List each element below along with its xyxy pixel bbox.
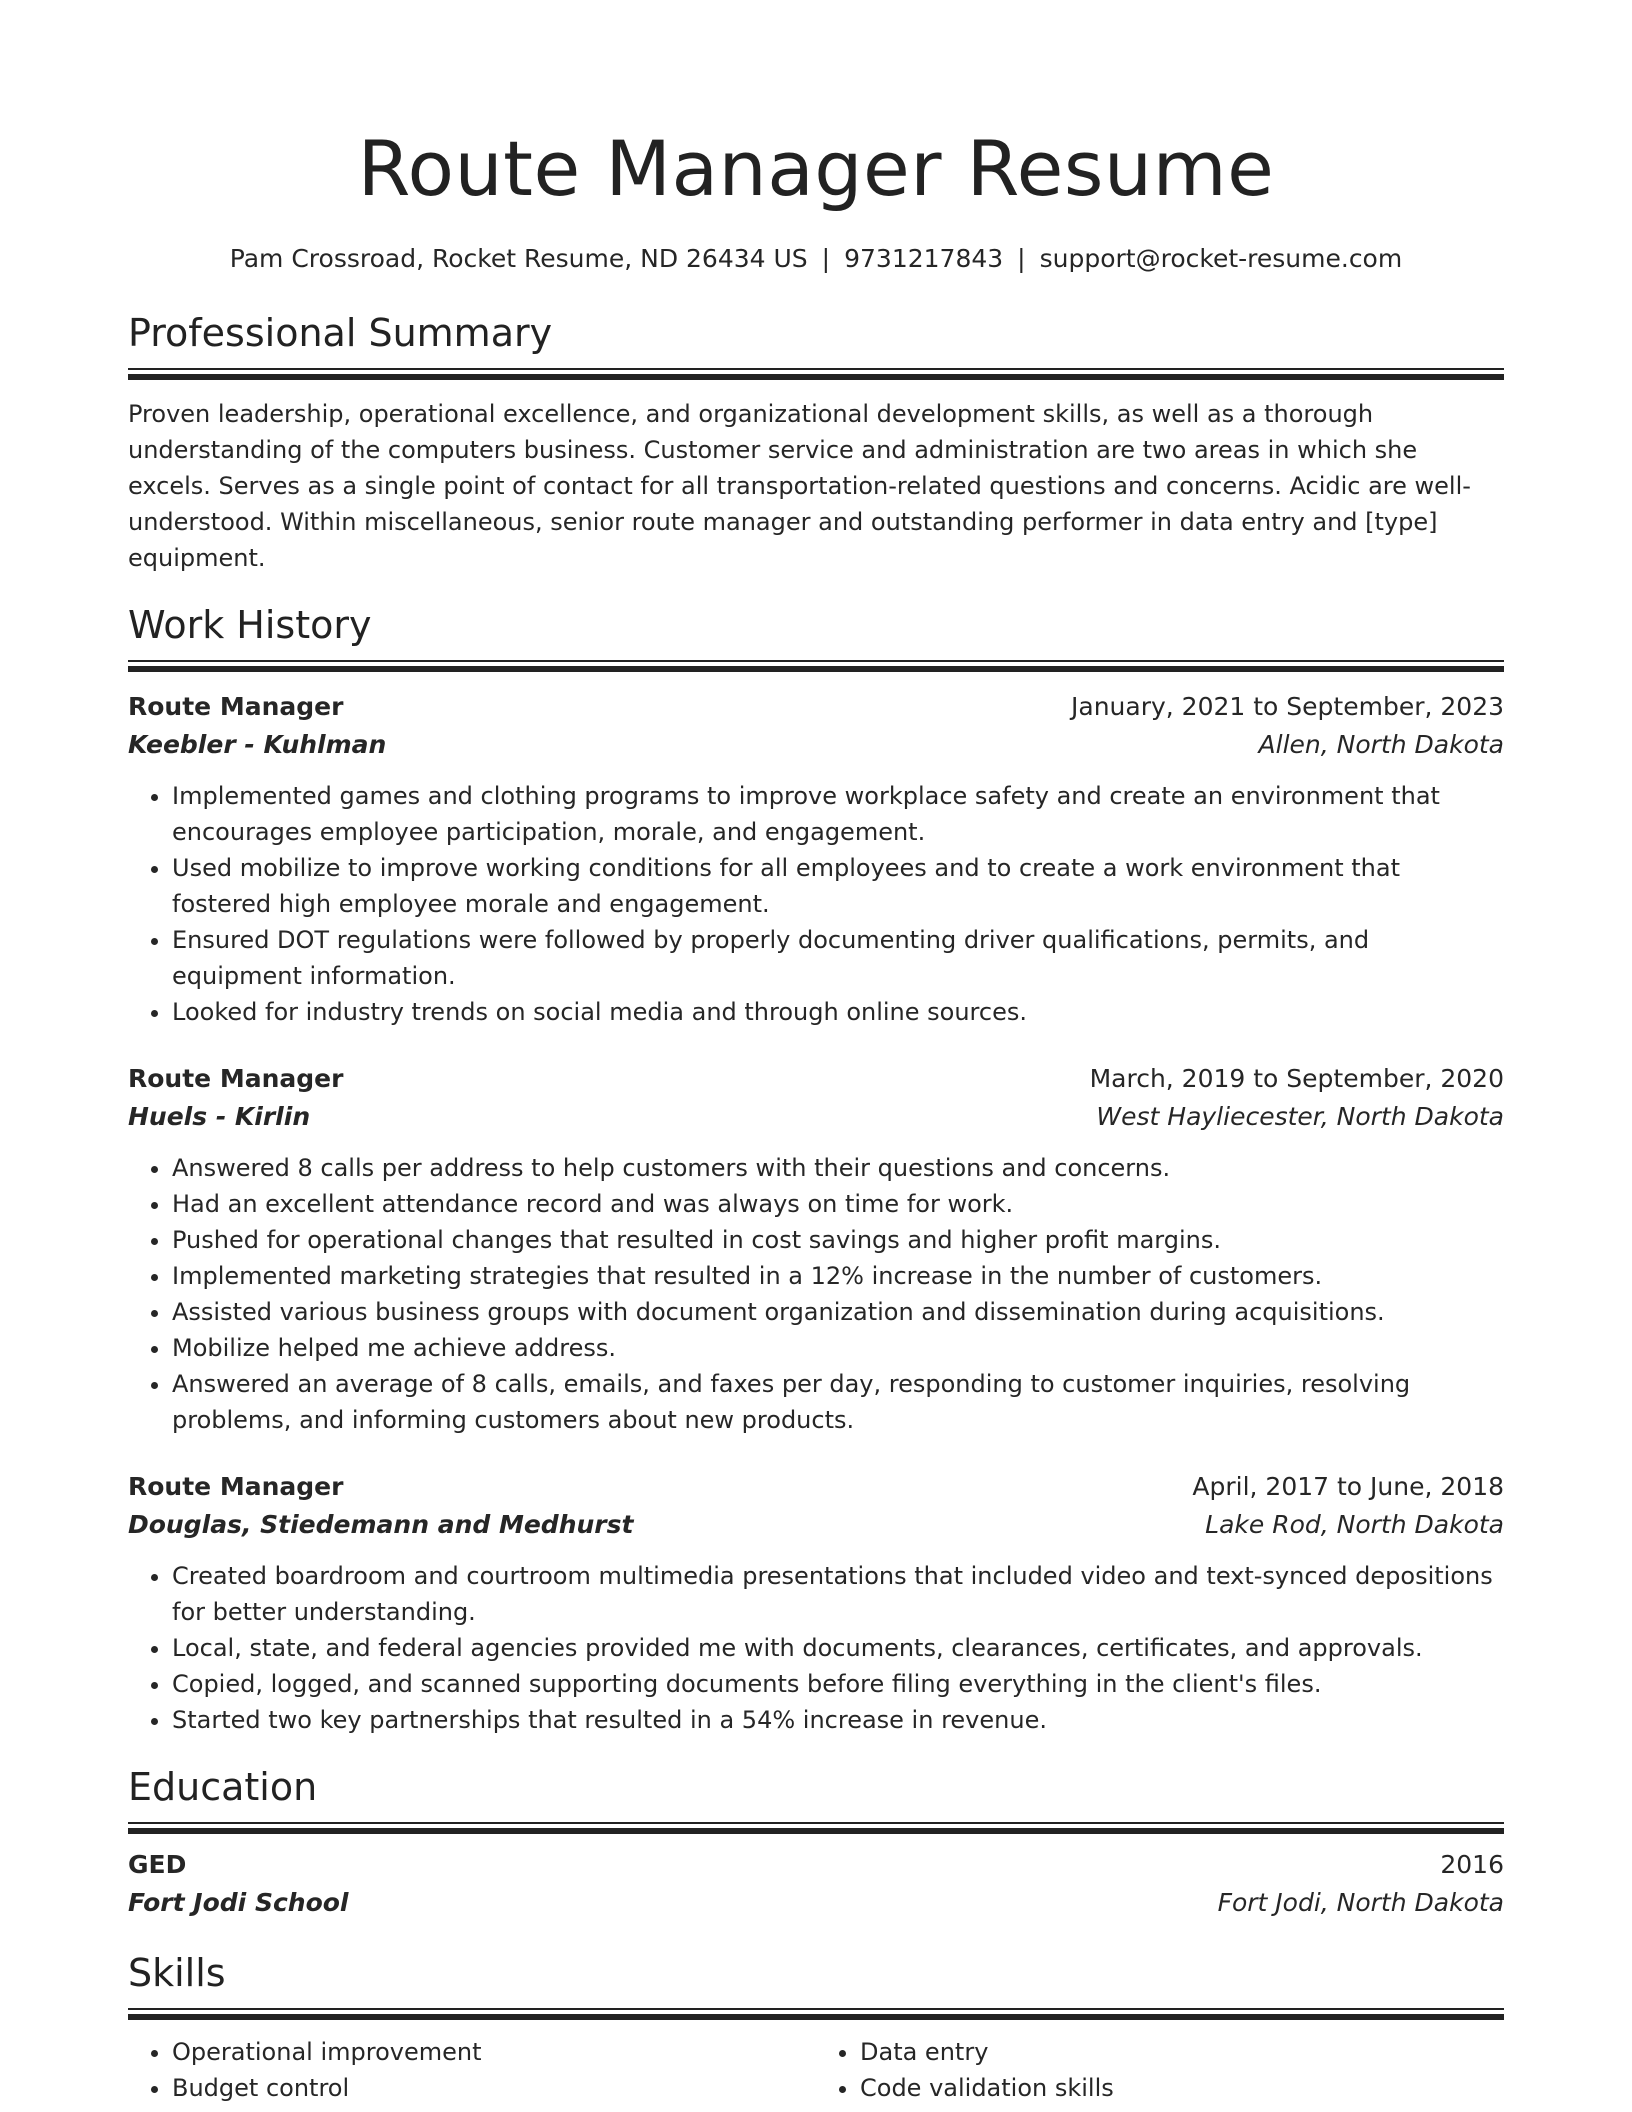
contact-address: Pam Crossroad, Rocket Resume, ND 26434 US bbox=[229, 244, 808, 273]
resume-page bbox=[128, 0, 1504, 2106]
work-history-section bbox=[128, 602, 1504, 1738]
job-title: Route Manager bbox=[128, 1472, 344, 1501]
contact-email: support@rocket-resume.com bbox=[1039, 244, 1403, 273]
list-item: • Started two key partnerships that resulted in a 54% increase in revenue. bbox=[172, 1702, 1504, 1738]
education-degree: GED bbox=[128, 1850, 187, 1879]
job-location: Lake Rod, North Dakota bbox=[1205, 1510, 1504, 1539]
section-divider bbox=[128, 660, 1504, 672]
job-dates: March, 2019 to September, 2020 bbox=[1089, 1064, 1504, 1093]
job-location: Allen, North Dakota bbox=[1258, 730, 1504, 759]
list-item: • Answered an average of 8 calls, emails, and faxes per day, responding to customer inquiries, resolving problems, and informing customers about new products. bbox=[172, 1366, 1504, 1438]
job-entry bbox=[128, 688, 1504, 1030]
list-item: • Code validation skills bbox=[860, 2070, 1504, 2106]
contact-separator: | bbox=[821, 244, 831, 273]
education-section bbox=[128, 1764, 1504, 1922]
summary-section bbox=[128, 310, 1504, 576]
job-dates: January, 2021 to September, 2023 bbox=[1071, 692, 1504, 721]
list-item: • Answered 8 calls per address to help customers with their questions and concerns. bbox=[172, 1150, 1504, 1186]
skills-column-right bbox=[816, 2034, 1504, 2106]
job-bullets bbox=[128, 1150, 1504, 1438]
contact-line bbox=[128, 242, 1504, 276]
list-item: • Budget control bbox=[172, 2070, 816, 2106]
summary-heading: Professional Summary bbox=[128, 311, 553, 355]
job-title: Route Manager bbox=[128, 1064, 344, 1093]
job-entry bbox=[128, 1060, 1504, 1438]
job-title: Route Manager bbox=[128, 692, 344, 721]
list-item: • Local, state, and federal agencies provided me with documents, clearances, certificates, and approvals. bbox=[172, 1630, 1504, 1666]
list-item: • Looked for industry trends on social media and through online sources. bbox=[172, 994, 1504, 1030]
job-dates: April, 2017 to June, 2018 bbox=[1192, 1472, 1504, 1501]
work-history-heading: Work History bbox=[128, 603, 372, 647]
skills-heading: Skills bbox=[128, 1951, 226, 1995]
job-company: Keebler - Kuhlman bbox=[128, 730, 387, 759]
list-item: • Pushed for operational changes that resulted in cost savings and higher profit margins. bbox=[172, 1222, 1504, 1258]
summary-text: Proven leadership, operational excellence, and organizational development skills, as well as a thorough understanding of the computers business. Customer service and administration are two areas in which she excels. Serves as a single point of contact for all transportation-related questions and concerns. Acidic are well-understood. Within miscellaneous, senior route manager and outstanding performer in data entry and [type] equipment. bbox=[128, 400, 1471, 572]
list-item: • Copied, logged, and scanned supporting documents before filing everything in the client's files. bbox=[172, 1666, 1504, 1702]
job-bullets bbox=[128, 778, 1504, 1030]
job-bullets bbox=[128, 1558, 1504, 1738]
list-item: • Data entry bbox=[860, 2034, 1504, 2070]
list-item: • Ensured DOT regulations were followed by properly documenting driver qualifications, permits, and equipment information. bbox=[172, 922, 1504, 994]
contact-phone: 9731217843 bbox=[844, 244, 1004, 273]
list-item: • Created boardroom and courtroom multimedia presentations that included video and text-synced depositions for better understanding. bbox=[172, 1558, 1504, 1630]
list-item: • Mobilize helped me achieve address. bbox=[172, 1330, 1504, 1366]
skills-list bbox=[128, 2034, 1504, 2106]
section-divider bbox=[128, 2008, 1504, 2020]
job-company: Huels - Kirlin bbox=[128, 1102, 311, 1131]
list-item: • Had an excellent attendance record and was always on time for work. bbox=[172, 1186, 1504, 1222]
section-divider bbox=[128, 368, 1504, 380]
list-item: • Assisted various business groups with document organization and dissemination during acquisitions. bbox=[172, 1294, 1504, 1330]
education-location: Fort Jodi, North Dakota bbox=[1217, 1888, 1504, 1917]
list-item: • Implemented games and clothing programs to improve workplace safety and create an environment that encourages employee participation, morale, and engagement. bbox=[172, 778, 1504, 850]
job-entry bbox=[128, 1468, 1504, 1738]
education-year: 2016 bbox=[1440, 1850, 1504, 1879]
job-location: West Hayliecester, North Dakota bbox=[1096, 1102, 1504, 1131]
skills-column-left bbox=[128, 2034, 816, 2106]
education-school: Fort Jodi School bbox=[128, 1888, 349, 1917]
education-heading: Education bbox=[128, 1765, 318, 1809]
contact-separator: | bbox=[1017, 244, 1026, 273]
skills-section bbox=[128, 1950, 1504, 2106]
resume-title: Route Manager Resume bbox=[357, 124, 1275, 213]
job-company: Douglas, Stiedemann and Medhurst bbox=[128, 1510, 634, 1539]
list-item: • Implemented marketing strategies that resulted in a 12% increase in the number of customers. bbox=[172, 1258, 1504, 1294]
list-item: • Used mobilize to improve working conditions for all employees and to create a work environment that fostered high employee morale and engagement. bbox=[172, 850, 1504, 922]
list-item: • Operational improvement bbox=[172, 2034, 816, 2070]
section-divider bbox=[128, 1822, 1504, 1834]
